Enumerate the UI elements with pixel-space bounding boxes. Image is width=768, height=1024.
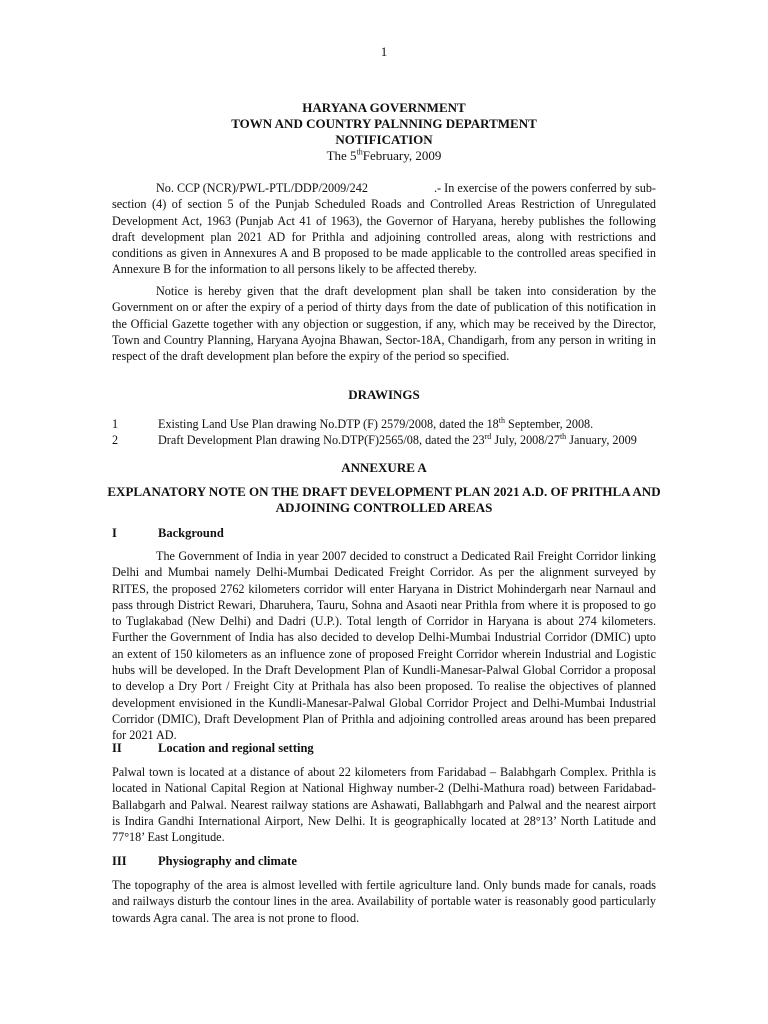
notification-ref: No. CCP (NCR)/PWL-PTL/DDP/2009/242	[156, 181, 368, 195]
date-sup: th	[356, 147, 363, 157]
annexure-title-line2: ADJOINING CONTROLLED AREAS	[275, 500, 493, 515]
annexure-title-line1: EXPLANATORY NOTE ON THE DRAFT DEVELOPMENT PLAN 2021 A.D. OF PRITHLA AND	[107, 484, 661, 499]
drawing-number: 1	[112, 417, 119, 431]
background-paragraph: The Government of India in year 2007 decided to construct a Dedicated Rail Freight Corridor linking Delhi and Mumbai namely Delhi-Mumbai Dedicated Freight Corridor. As per the alignment surveyed by RITES, the proposed 2762 kilometers corridor will enter Haryana in District Mohindergarh near Narnaul and pass through District Rewari, Dharuhera, Tauru, Sohna and Asaoti near Prithla from where it is proposed to go to Tuglakabad (New Delhi) and Dadri (U.P.). Total length of Corridor in Haryana is about 274 kilometers. Further the Government of India has also decided to develop Delhi-Mumbai Industrial Corridor (DMIC) upto an extent of 150 kilometers as an influence zone of proposed Freight Corridor wherein Industrial and Logistic hubs will be developed. In the Draft Development Plan of Kundli-Manesar-Palwal Global Corridor a proposal to develop a Dry Port / Freight City at Prithala has also been proposed. To realise the objectives of planned development envisioned in the Kundli-Manesar-Palwal Global Corridor Project and Delhi-Mumbai Industrial Corridor (DMIC), Draft Development Plan of Prithla and adjoining controlled areas around has been prepared for 2021 AD.	[112, 549, 656, 743]
drawing-text: Existing Land Use Plan drawing No.DTP (F) 2579/2008, dated the 18th September, 2008.	[158, 415, 594, 431]
notification-paragraph	[112, 180, 656, 278]
section-number: III	[112, 854, 127, 868]
location-paragraph: Palwal town is located at a distance of about 22 kilometers from Faridabad – Balabhgarh Complex. Prithla is located in National Capital Region at National Highway number-2 (Delhi-Mathura road) between Faridabad-Ballabgarh and Palwal. Nearest railway stations are Ashawati, Ballabhgarh and Palwal and the nearest airport is Indira Gandhi International Airport, New Delhi. It is geographically located at 28°13’ North Latitude and 77°18’ East Longitude.	[112, 765, 656, 845]
annexure-title	[96, 484, 672, 516]
physiography-paragraph: The topography of the area is almost levelled with fertile agriculture land. Only bunds made for canals, roads and railways disturb the contour lines in the area. Availability of portable water is reasonably good particularly towards Agra canal. The area is not prone to flood.	[112, 878, 656, 925]
notification-date	[0, 148, 768, 164]
section-title: Physiography and climate	[158, 854, 297, 868]
annexure-heading: ANNEXURE A	[341, 460, 427, 475]
date-prefix: The 5	[326, 148, 357, 163]
date-suffix: February, 2009	[362, 148, 442, 163]
page-number: 1	[380, 44, 388, 59]
header-government: HARYANA GOVERNMENT	[302, 100, 466, 115]
section-title: Location and regional setting	[158, 741, 314, 755]
notice-paragraph: Notice is hereby given that the draft development plan shall be taken into consideration by the Government on or after the expiry of a period of thirty days from the date of publication of this notification in the Official Gazette together with any objection or suggestion, if any, which may be received by the Director, Town and Country Planning, Haryana Ayojna Bhawan, Sector-18A, Chandigarh, from any person in writing in respect of the draft development plan before the expiry of the period so specified.	[112, 284, 656, 364]
drawing-text: Draft Development Plan drawing No.DTP(F)2565/08, dated the 23rd July, 2008/27th January, 2009	[158, 431, 637, 447]
header-department: TOWN AND COUNTRY PALNNING DEPARTMENT	[231, 116, 537, 131]
drawing-number: 2	[112, 433, 119, 447]
document-header	[0, 100, 768, 164]
header-notification: NOTIFICATION	[335, 132, 433, 147]
notification-text: .- In exercise of the powers conferred by sub-section (4) of section 5 of the Punjab Scheduled Roads and Controlled Areas Restriction of Unregulated Development Act, 1963 (Punjab Act 41 of 1963), the Governor of Haryana, hereby publishes the following draft development plan 2021 AD for Prithla and adjoining controlled areas, along with restrictions and conditions as given in Annexures A and B proposed to be made applicable to the controlled areas specified in Annexure B for the information to all persons likely to be affected thereby.	[112, 181, 656, 277]
section-title: Background	[158, 526, 224, 540]
section-number: II	[112, 741, 122, 755]
drawings-heading: DRAWINGS	[348, 387, 420, 402]
section-number: I	[112, 526, 117, 540]
